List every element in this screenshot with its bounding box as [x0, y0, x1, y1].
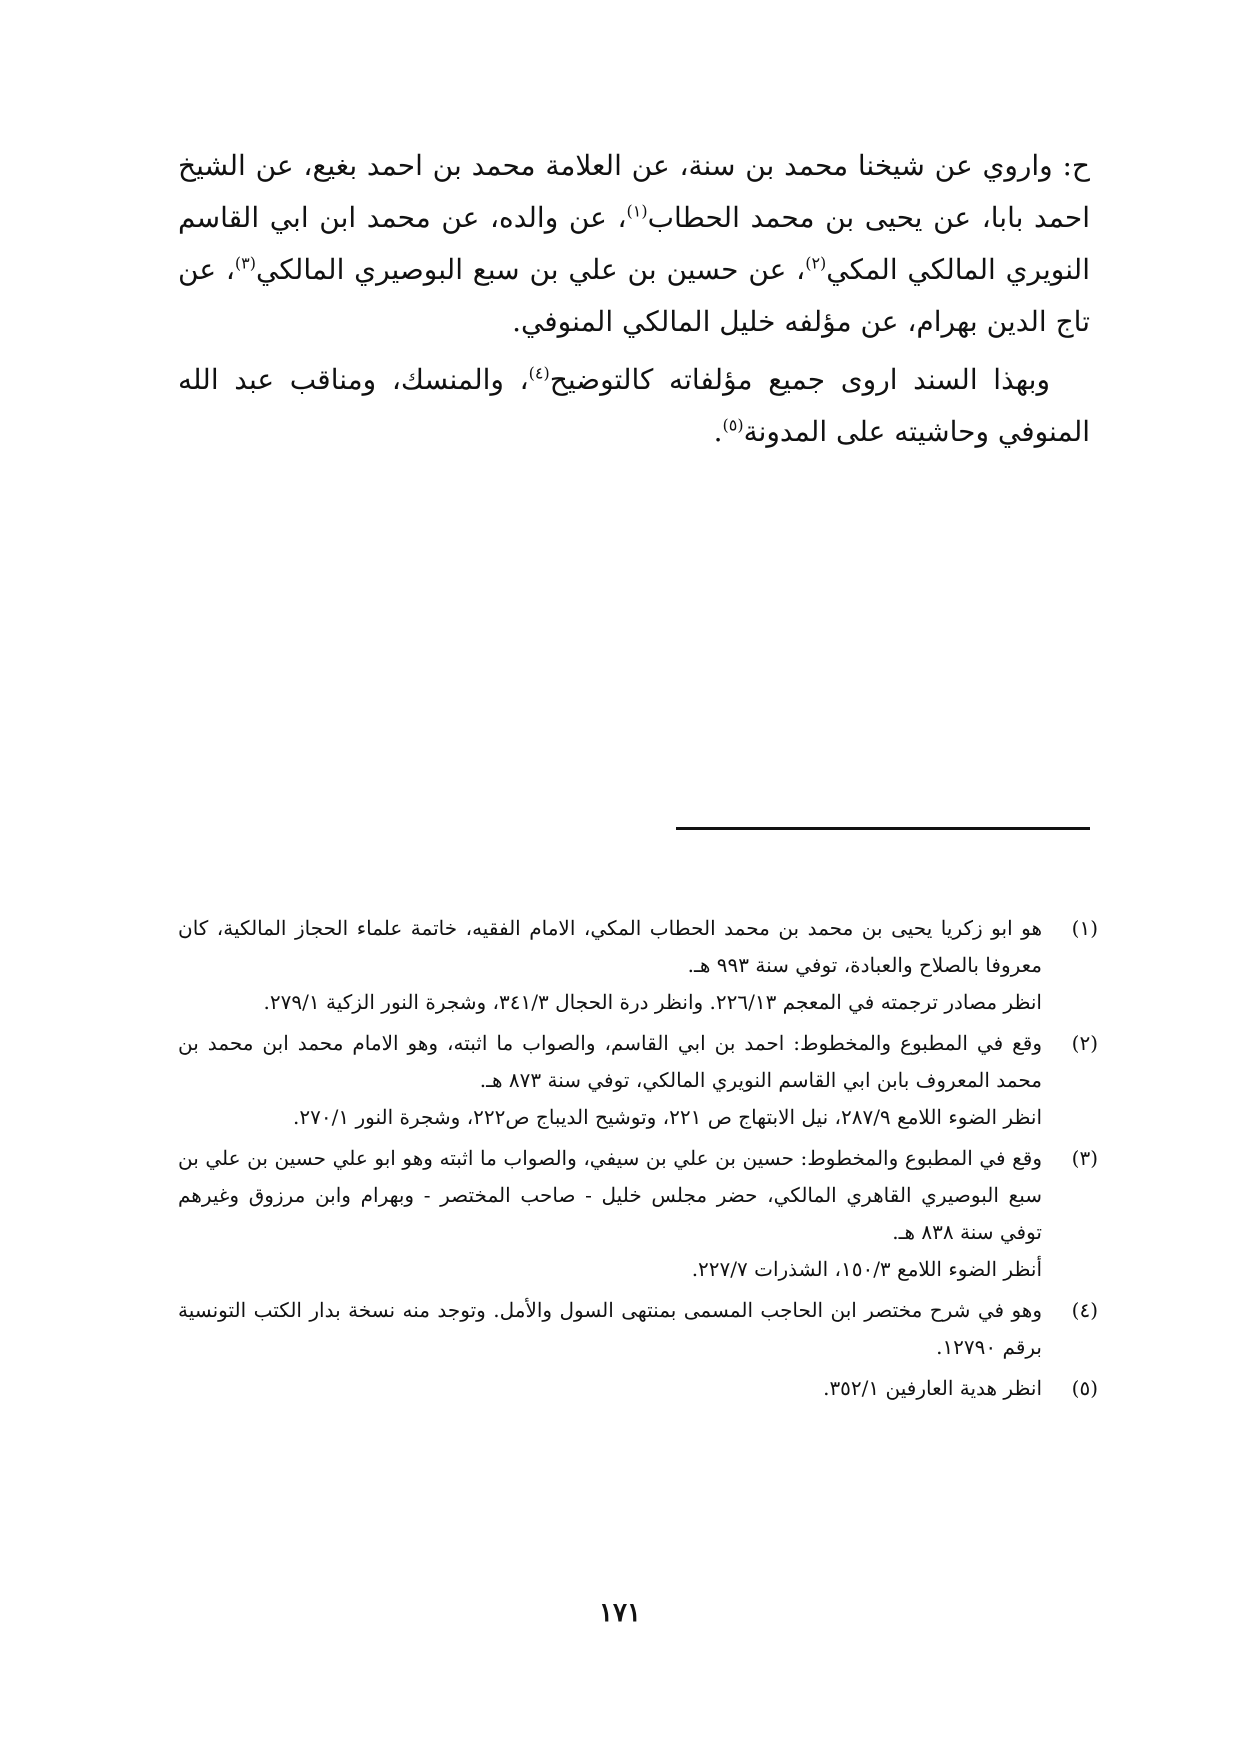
- footnote-text: وقع في المطبوع والمخطوط: احمد بن ابي القاسم، والصواب ما اثبته، وهو الامام محمد ابن محمد بن محمد المعروف بابن ابي القاسم النويري المالكي، توفي سنة ٨٧٣ هـ. انظر الضوء اللامع ٢٨٧/٩، نيل الابتهاج ص ٢٢١، وتوشيح الديباج ص٢٢٢، وشجرة النور ٢٧٠/١.: [178, 1031, 1042, 1129]
- footnote-text: وقع في المطبوع والمخطوط: حسين بن علي بن سيفي، والصواب ما اثبته وهو ابو علي حسين بن علي بن سبع البوصيري القاهري المالكي، حضر مجلس خليل - صاحب المختصر - وبهرام وابن مرزوق وغيرهم توفي سنة ٨٣٨ هـ. أنظر الضوء اللامع ١٥٠/٣، الشذرات ٢٢٧/٧.: [178, 1146, 1042, 1281]
- footnote-text: انظر هدية العارفين ٣٥٢/١.: [823, 1376, 1042, 1400]
- footnote-text: هو ابو زكريا يحيى بن محمد بن محمد الحطاب المكي، الامام الفقيه، خاتمة علماء الحجاز المالكية، كان معروفا بالصلاح والعبادة، توفي سنة ٩٩٣ هـ. انظر مصادر ترجمته في المعجم ٢٢٦/١٣. وانظر درة الحجال ٣٤١/٣، وشجرة النور الزكية ٢٧٩/١.: [178, 916, 1042, 1014]
- footnote-number: (٣): [1071, 1146, 1098, 1170]
- main-paragraph-2: وبهذا السند اروى جميع مؤلفاته كالتوضيح$^{(٤)}$، والمنسك، ومناقب عبد الله المنوفي وحاشيته على المدونة$^{(٥)}$.: [178, 363, 1090, 448]
- footnote-1: [178, 910, 1098, 1021]
- footnote-text: وهو في شرح مختصر ابن الحاجب المسمى بمنتهى السول والأمل. وتوجد منه نسخة بدار الكتب التونسية برقم ١٢٧٩٠.: [178, 1298, 1042, 1359]
- footnote-3: [178, 1140, 1098, 1288]
- footnote-number: (٥): [1071, 1376, 1098, 1400]
- footnote-separator: [676, 827, 1090, 830]
- footnote-number: (١): [1071, 916, 1098, 940]
- footnote-number: (٤): [1071, 1298, 1098, 1322]
- footnote-2: [178, 1025, 1098, 1136]
- page-number: ١٧١: [599, 1598, 641, 1628]
- main-text: [178, 140, 1090, 458]
- footnote-5: [178, 1370, 1098, 1407]
- footnote-ref-1[interactable]: (١): [626, 201, 648, 221]
- main-paragraph-1: ح: واروي عن شيخنا محمد بن سنة، عن العلامة محمد بن احمد بغيع، عن الشيخ احمد بابا، عن يحيى بن محمد الحطاب$^{(١)}$، عن والده، عن محمد ابن ابي القاسم النويري المالكي المكي$^{(٢)}$، عن حسين بن علي بن سبع البوصيري المالكي$^{(٣)}$، عن تاج الدين بهرام، عن مؤلفه خليل المالكي المنوفي.: [178, 149, 1090, 338]
- footnote-ref-4[interactable]: (٤): [528, 363, 550, 383]
- footnote-ref-3[interactable]: (٣): [234, 253, 256, 273]
- footnote-number: (٢): [1071, 1031, 1098, 1055]
- footnotes: [178, 910, 1098, 1411]
- footnote-4: [178, 1292, 1098, 1366]
- footnote-ref-5[interactable]: (٥): [722, 415, 744, 435]
- footnote-ref-2[interactable]: (٢): [805, 253, 827, 273]
